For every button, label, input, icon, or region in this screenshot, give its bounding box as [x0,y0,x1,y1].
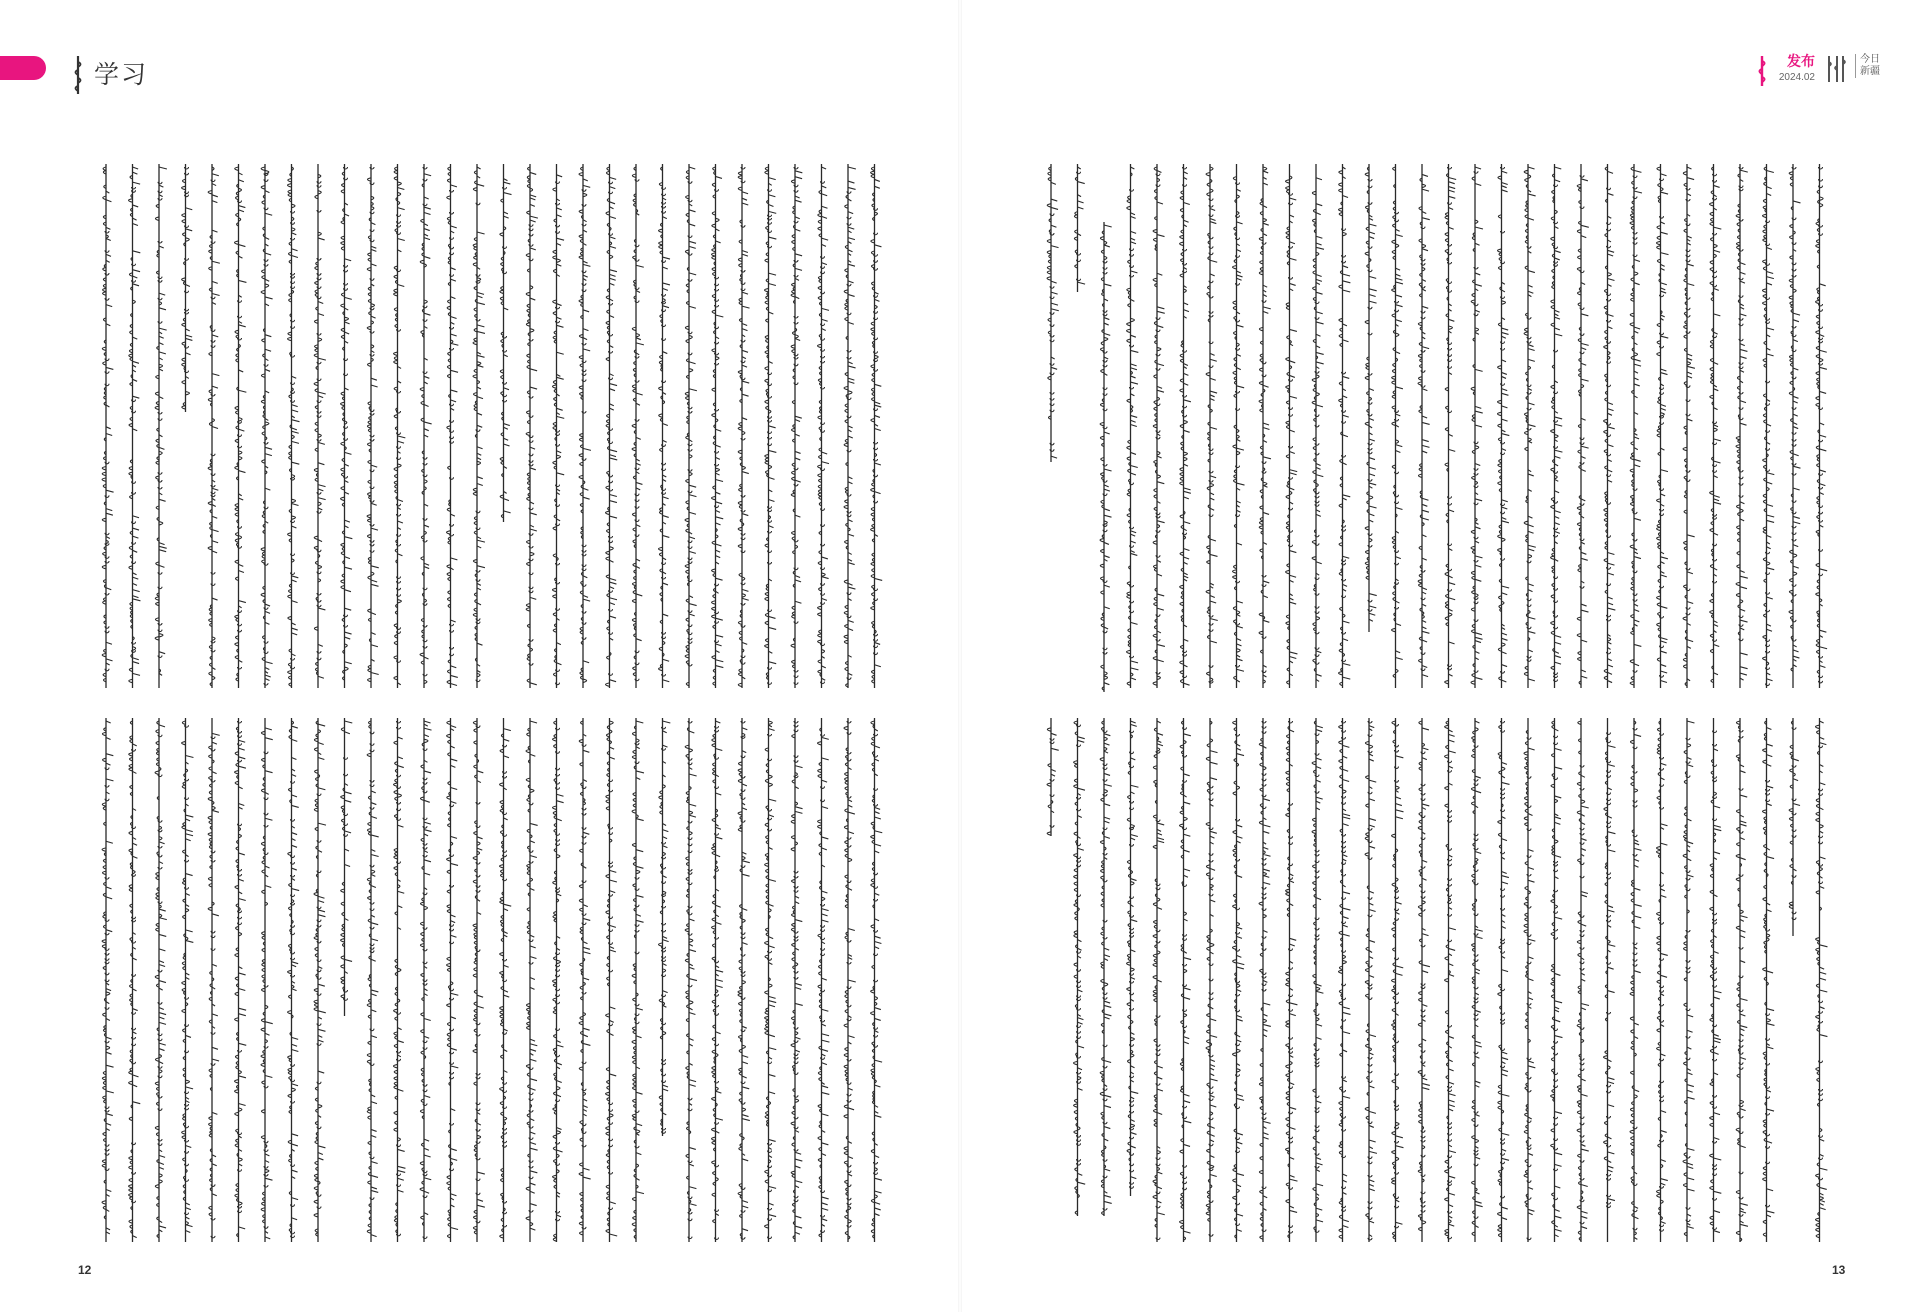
mongolian-text-column [685,718,697,1242]
mongolian-text-column [1047,718,1059,836]
mongolian-text-column [765,164,777,688]
mongolian-text-column [500,718,512,1242]
mongolian-text-column [685,164,697,688]
mongolian-text-column [1418,164,1430,688]
mongolian-text-column [871,718,883,1242]
mongolian-text-column [1630,718,1642,1242]
mongolian-text-column [1392,164,1403,688]
mongolian-text-column [632,718,644,1242]
mongolian-text-column [473,164,485,688]
mongolian-text-column [1259,164,1271,688]
mongolian-text-column [208,164,220,688]
mongolian-text-column [1153,164,1165,688]
mongolian-text-column [1736,164,1748,688]
mongolian-text-column [420,164,432,688]
mongolian-text-column [712,164,724,688]
mongolian-text-column [1100,222,1112,692]
mongolian-text-column [791,164,802,688]
mongolian-text-column [659,164,671,688]
mongolian-publication-mark [1755,54,1769,88]
mongolian-text-column [1498,718,1510,1242]
mongolian-text-column [1763,164,1775,688]
mongolian-text-column [1763,718,1775,1242]
mongolian-text-column [1180,164,1191,688]
mongolian-text-column [129,164,141,688]
mongolian-text-column [155,164,167,688]
mongolian-text-column [579,164,591,688]
mongolian-text-column [765,718,777,1242]
mongolian-text-column [102,164,113,688]
mongolian-text-column [1657,718,1668,1242]
mongolian-text-column [1312,718,1323,1242]
mongolian-text-column [1551,164,1563,688]
mongolian-text-column [1551,718,1563,1242]
mongolian-text-column [1339,164,1351,688]
mongolian-text-column [526,164,538,688]
mongolian-text-column [1577,164,1589,688]
mongolian-text-column [182,718,194,1242]
mongolian-text-column [1498,164,1510,688]
left-page-top-text-block [100,162,905,692]
mongolian-text-column [341,164,353,688]
mongolian-text-column [1577,718,1589,1242]
mongolian-text-column [341,718,353,1016]
mongolian-text-column [1233,164,1245,688]
page-number-left: 12 [78,1263,92,1277]
mongolian-text-column [606,164,618,688]
mongolian-text-column [1789,164,1800,688]
right-page-bottom-text-block [1045,716,1850,1246]
mongolian-text-column [1206,164,1218,688]
mongolian-text-column [367,164,379,688]
issue-date: 2024.02 [1778,72,1815,83]
mongolian-text-column [1524,718,1535,1242]
mongolian-text-column [738,164,749,688]
publication-title: 发布 [1787,54,1815,70]
mongolian-text-column [1127,164,1139,688]
mongolian-text-column [1286,718,1298,1242]
mongolian-text-column [632,164,644,688]
logo-line-1: 今日 [1860,54,1880,65]
mongolian-text-column [1180,718,1192,1242]
mongolian-text-column [1524,164,1536,688]
mongolian-text-column [791,718,803,1242]
mongolian-text-column [288,164,300,688]
mongolian-text-column [1471,164,1483,688]
mongolian-text-column [1445,718,1456,1242]
mongolian-text-column [1710,718,1722,1242]
mongolian-text-column [1365,164,1377,632]
mongolian-text-column [553,718,564,1242]
mongolian-text-column [1683,164,1695,688]
mongolian-text-column [1816,718,1828,1242]
mongolian-text-column [182,164,193,412]
mongolian-text-column [394,164,406,688]
mongolian-text-column [1630,164,1642,688]
mongolian-text-column [1816,164,1828,688]
mongolian-text-column [579,718,591,1242]
mongolian-text-column [1736,718,1748,1242]
mongolian-text-column [394,718,406,1242]
mongolian-text-column [1604,718,1616,1242]
magazine-logo-icon [1823,54,1849,84]
mongolian-text-column [1233,718,1245,1242]
mongolian-text-column [288,718,300,1242]
mongolian-text-column [473,718,485,1242]
mongolian-text-column [1047,164,1059,462]
mongolian-text-column [1074,718,1086,1216]
mongolian-text-column [1392,718,1404,1242]
mongolian-text-column [738,718,750,1242]
mongolian-text-column [606,718,618,1242]
mongolian-text-column [314,718,326,1242]
mongolian-text-column [553,164,565,688]
mongolian-text-column [1339,718,1351,1242]
mongolian-text-column [1604,164,1616,688]
mongolian-text-column [526,718,538,1242]
mongolian-text-column [447,164,459,688]
section-title: 学习 [94,60,149,89]
mongolian-text-column [818,164,829,688]
mongolian-section-label [70,54,86,98]
mongolian-text-column [1789,718,1800,936]
mongolian-text-column [155,718,167,1242]
mongolian-text-column [712,718,724,1242]
mongolian-text-column [367,718,379,1242]
page-number-right: 13 [1832,1263,1846,1277]
left-page-bottom-text-block [100,716,905,1246]
mongolian-text-column [447,718,459,1242]
mongolian-text-column [1710,164,1722,688]
mongolian-text-column [1365,718,1377,1242]
page-gutter [958,0,962,1312]
mongolian-text-column [129,718,141,1242]
mongolian-text-column [1100,718,1112,1216]
mongolian-text-column [1418,718,1430,1242]
mongolian-text-column [1206,718,1218,1242]
mongolian-text-column [235,164,247,688]
right-page-top-text-block [1045,162,1850,692]
logo-line-2: 新疆 [1860,66,1880,77]
mongolian-text-column [261,164,273,688]
mongolian-text-column [659,718,671,1136]
mongolian-text-column [500,164,512,522]
mongolian-text-column [314,164,326,688]
mongolian-text-column [235,718,247,1242]
mongolian-text-column [261,718,273,1242]
mongolian-text-column [420,718,431,1242]
mongolian-text-column [1683,718,1695,1242]
mongolian-text-column [844,164,856,688]
mongolian-text-column [1286,164,1298,688]
mongolian-text-column [844,718,856,1242]
mongolian-text-column [1127,718,1139,1196]
mongolian-text-column [208,718,220,1242]
mongolian-text-column [1259,718,1271,1242]
mongolian-text-column [1074,164,1085,292]
mongolian-text-column [1471,718,1482,1242]
publication-block [1779,54,1815,84]
mongolian-text-column [102,718,114,1242]
mongolian-text-column [1657,164,1669,688]
publication-header [1755,54,1880,90]
mongolian-text-column [1153,718,1165,1242]
mongolian-text-column [818,718,830,1242]
magazine-logo-text [1855,54,1880,78]
mongolian-text-column [1445,164,1456,688]
section-color-tab [0,56,46,80]
mongolian-text-column [1312,164,1324,688]
mongolian-text-column [871,164,883,688]
